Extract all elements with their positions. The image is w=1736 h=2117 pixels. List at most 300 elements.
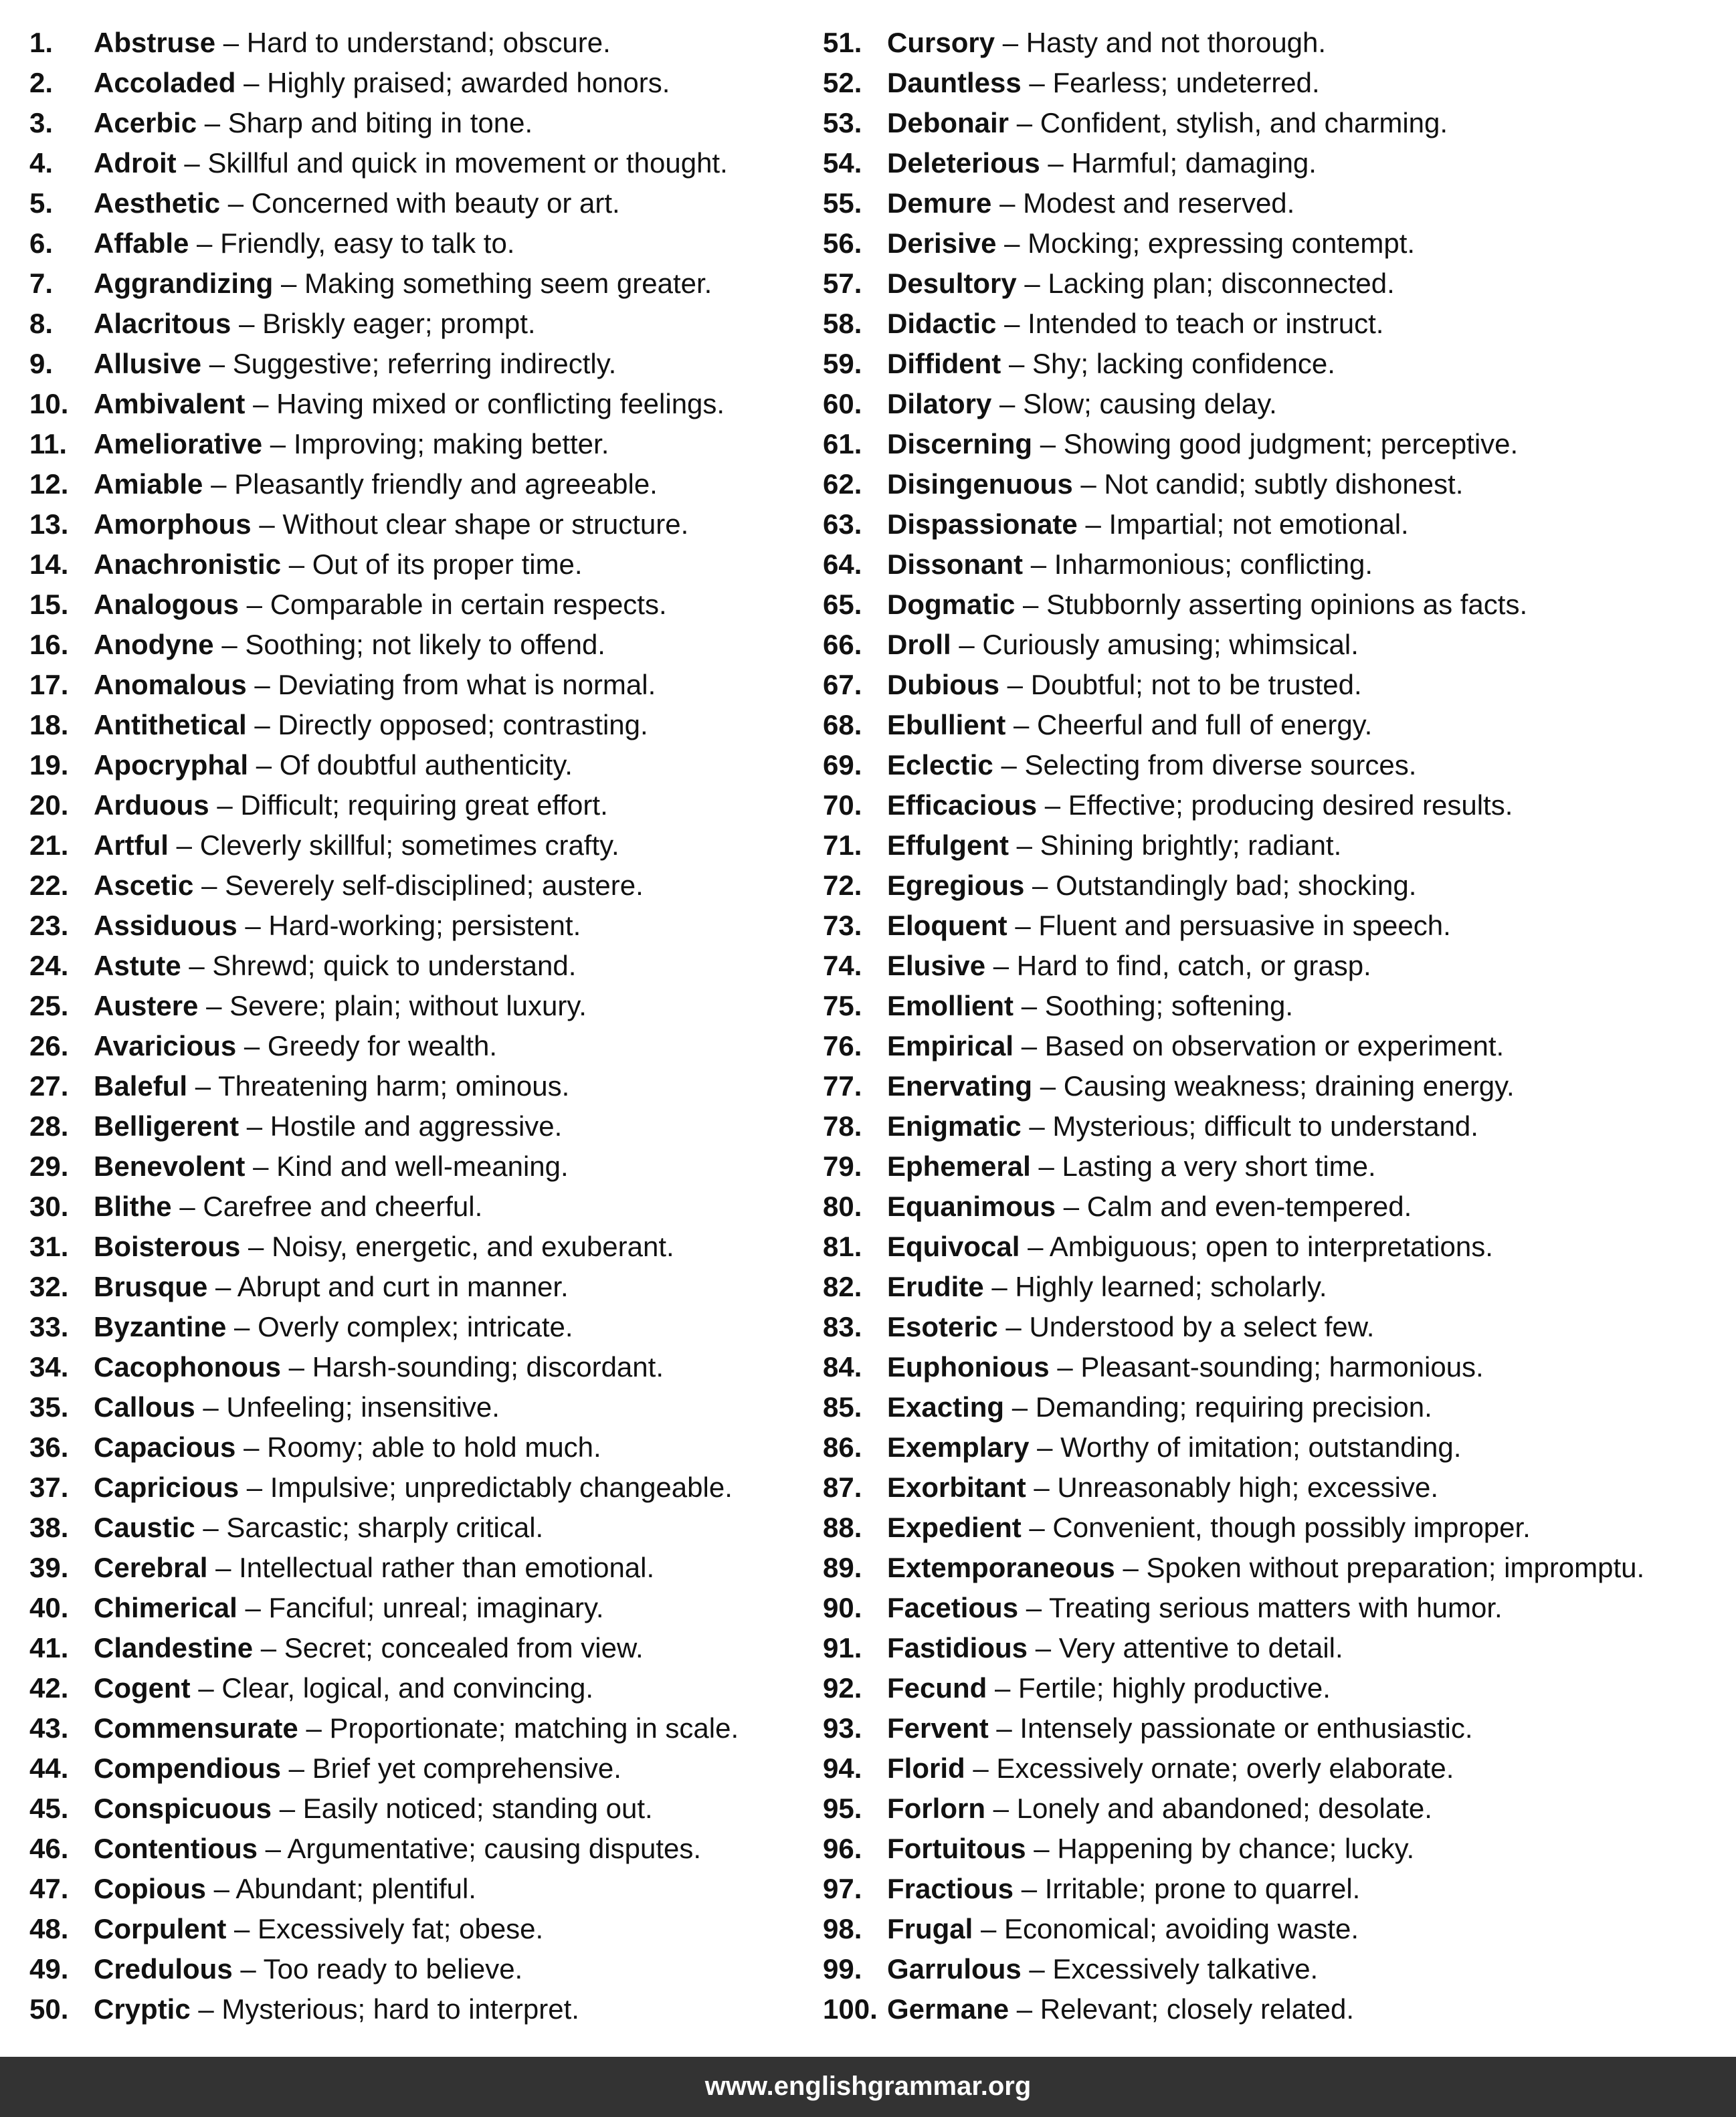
entry-separator: – (246, 589, 263, 620)
vocab-entry (29, 464, 819, 504)
entry-word: Diffident (887, 348, 1001, 379)
entry-word: Fecund (887, 1672, 987, 1704)
entry-number: 34. (29, 1351, 69, 1383)
entry-number: 14. (29, 548, 69, 580)
entry-word: Caustic (94, 1512, 195, 1543)
entry-definition: Too ready to believe. (263, 1953, 523, 1985)
entry-number: 41. (29, 1632, 69, 1664)
entry-word: Garrulous (887, 1953, 1022, 1985)
vocab-entry (823, 785, 1733, 825)
vocab-entry (29, 1628, 819, 1668)
entry-definition: Cleverly skillful; sometimes crafty. (199, 829, 619, 861)
entry-separator: – (1026, 1592, 1042, 1623)
vocab-entry (823, 63, 1733, 103)
entry-definition: Skillful and quick in movement or thought. (207, 147, 728, 179)
entry-number: 28. (29, 1110, 69, 1142)
vocab-entry (823, 665, 1733, 705)
vocab-entry (823, 1668, 1733, 1708)
vocabulary-list-right (823, 23, 1733, 2029)
entry-definition: Pleasantly friendly and agreeable. (234, 468, 658, 500)
entry-definition: Outstandingly bad; shocking. (1056, 870, 1417, 901)
entry-definition: Happening by chance; lucky. (1057, 1833, 1415, 1864)
vocab-entry (29, 1909, 819, 1949)
entry-definition: Improving; making better. (293, 428, 609, 460)
entry-number: 76. (823, 1030, 862, 1062)
entry-separator: – (233, 1913, 250, 1944)
entry-word: Desultory (887, 268, 1017, 299)
vocab-entry (823, 1508, 1733, 1548)
entry-word: Brusque (94, 1271, 208, 1302)
vocab-entry (823, 1748, 1733, 1789)
entry-definition: Intellectual rather than emotional. (239, 1552, 655, 1583)
entry-word: Dispassionate (887, 508, 1078, 540)
entry-number: 53. (823, 107, 862, 138)
entry-separator: – (221, 629, 237, 660)
entry-definition: Slow; causing delay. (1023, 388, 1277, 419)
vocab-entry (823, 1468, 1733, 1508)
vocab-entry (29, 585, 819, 625)
entry-word: Fractious (887, 1873, 1014, 1904)
entry-number: 85. (823, 1391, 862, 1423)
entry-number: 51. (823, 27, 862, 58)
entry-definition: Easily noticed; standing out. (302, 1793, 653, 1824)
entry-word: Anomalous (94, 669, 247, 700)
entry-definition: Noisy, energetic, and exuberant. (272, 1231, 674, 1262)
entry-word: Astute (94, 950, 181, 981)
vocab-entry (823, 344, 1733, 384)
entry-definition: Harsh-sounding; discordant. (312, 1351, 664, 1383)
entry-word: Facetious (887, 1592, 1019, 1623)
entry-word: Effulgent (887, 829, 1009, 861)
entry-definition: Mysterious; hard to interpret. (221, 1993, 579, 2025)
vocab-entry (823, 1909, 1733, 1949)
entry-definition: Ambiguous; open to interpretations. (1049, 1231, 1493, 1262)
entry-word: Germane (887, 1993, 1009, 2025)
entry-number: 55. (823, 187, 862, 219)
entry-number: 58. (823, 308, 862, 339)
vocab-entry (29, 1347, 819, 1387)
entry-definition: Doubtful; not to be trusted. (1030, 669, 1362, 700)
entry-number: 7. (29, 268, 54, 299)
entry-separator: – (1034, 1472, 1050, 1503)
entry-separator: – (999, 187, 1016, 219)
entry-separator: – (246, 1472, 263, 1503)
vocab-entry (29, 986, 819, 1026)
entry-word: Artful (94, 829, 169, 861)
entry-definition: Stubbornly asserting opinions as facts. (1046, 589, 1528, 620)
entry-word: Derisive (887, 227, 997, 259)
entry-word: Blithe (94, 1191, 172, 1222)
entry-definition: Abrupt and curt in manner. (237, 1271, 569, 1302)
entry-number: 92. (823, 1672, 862, 1704)
entry-word: Ebullient (887, 709, 1006, 740)
entry-definition: Suggestive; referring indirectly. (232, 348, 617, 379)
entry-separator: – (201, 870, 217, 901)
entry-separator: – (244, 1431, 260, 1463)
entry-separator: – (254, 669, 270, 700)
entry-word: Frugal (887, 1913, 973, 1944)
vocab-entry (823, 23, 1733, 63)
vocab-entry (29, 63, 819, 103)
entry-number: 11. (29, 428, 68, 460)
entry-definition: Impulsive; unpredictably changeable. (270, 1472, 733, 1503)
entry-word: Extemporaneous (887, 1552, 1115, 1583)
entry-number: 47. (29, 1873, 69, 1904)
entry-definition: Effective; producing desired results. (1068, 789, 1513, 821)
entry-number: 52. (823, 67, 862, 98)
entry-word: Exemplary (887, 1431, 1030, 1463)
entry-number: 23. (29, 910, 69, 941)
vocab-entry (823, 1146, 1733, 1187)
entry-separator: – (279, 1793, 296, 1824)
entry-word: Arduous (94, 789, 209, 821)
vocab-entry (823, 1548, 1733, 1588)
entry-separator: – (1063, 1191, 1080, 1222)
vocab-entry (29, 906, 819, 946)
entry-definition: Excessively talkative. (1052, 1953, 1319, 1985)
entry-number: 91. (823, 1632, 862, 1664)
vocab-entry (29, 223, 819, 264)
entry-separator: – (288, 1752, 305, 1784)
entry-definition: Fluent and persuasive in speech. (1038, 910, 1451, 941)
entry-separator: – (254, 709, 270, 740)
entry-number: 20. (29, 789, 69, 821)
entry-definition: Soothing; not likely to offend. (245, 629, 605, 660)
entry-separator: – (234, 1311, 250, 1342)
entry-word: Exorbitant (887, 1472, 1026, 1503)
entry-number: 84. (823, 1351, 862, 1383)
entry-definition: Proportionate; matching in scale. (329, 1712, 739, 1744)
entry-word: Expedient (887, 1512, 1022, 1543)
entry-separator: – (1001, 749, 1017, 781)
entry-number: 61. (823, 428, 862, 460)
entry-number: 8. (29, 308, 54, 339)
entry-separator: – (1029, 1110, 1045, 1142)
entry-separator: – (1023, 589, 1039, 620)
entry-definition: Severe; plain; without luxury. (229, 990, 587, 1021)
entry-separator: – (253, 1150, 269, 1182)
vocab-entry (823, 464, 1733, 504)
entry-number: 54. (823, 147, 862, 179)
vocab-entry (823, 1106, 1733, 1146)
entry-word: Enervating (887, 1070, 1033, 1102)
entry-word: Aesthetic (94, 187, 221, 219)
entry-number: 59. (823, 348, 862, 379)
entry-number: 95. (823, 1793, 862, 1824)
entry-separator: – (260, 1632, 277, 1664)
entry-number: 1. (29, 27, 54, 58)
entry-definition: Overly complex; intricate. (258, 1311, 573, 1342)
vocab-entry (823, 625, 1733, 665)
entry-number: 21. (29, 829, 69, 861)
entry-definition: Spoken without preparation; impromptu. (1146, 1552, 1645, 1583)
entry-number: 3. (29, 107, 54, 138)
vocab-entry (29, 143, 819, 183)
entry-word: Cryptic (94, 1993, 191, 2025)
entry-number: 44. (29, 1752, 69, 1784)
entry-separator: – (213, 1873, 230, 1904)
entry-number: 69. (823, 749, 862, 781)
entry-word: Baleful (94, 1070, 188, 1102)
vocab-entry (29, 825, 819, 866)
vocab-entry (29, 1267, 819, 1307)
entry-number: 9. (29, 348, 54, 379)
entry-number: 6. (29, 227, 54, 259)
entry-separator: – (197, 227, 213, 259)
entry-definition: Fearless; undeterred. (1052, 67, 1320, 98)
entry-definition: Carefree and cheerful. (203, 1191, 483, 1222)
entry-separator: – (1048, 147, 1064, 179)
vocab-entry (823, 504, 1733, 544)
entry-separator: – (253, 388, 269, 419)
entry-definition: Convenient, though possibly improper. (1052, 1512, 1531, 1543)
entry-word: Deleterious (887, 147, 1040, 179)
vocab-entry (29, 1026, 819, 1066)
entry-number: 99. (823, 1953, 862, 1985)
entry-number: 43. (29, 1712, 69, 1744)
entry-word: Cerebral (94, 1552, 208, 1583)
entry-word: Benevolent (94, 1150, 246, 1182)
entry-word: Florid (887, 1752, 965, 1784)
vocab-entry (29, 1708, 819, 1748)
vocab-entry (823, 1628, 1733, 1668)
entry-number: 24. (29, 950, 69, 981)
entry-number: 25. (29, 990, 69, 1021)
entry-word: Erudite (887, 1271, 984, 1302)
entry-number: 78. (823, 1110, 862, 1142)
entry-definition: Comparable in certain respects. (270, 589, 667, 620)
footer-url[interactable]: www.englishgrammar.org (704, 2072, 1032, 2101)
entry-number: 19. (29, 749, 69, 781)
entry-definition: Understood by a select few. (1029, 1311, 1375, 1342)
vocab-entry (29, 264, 819, 304)
entry-word: Acerbic (94, 107, 197, 138)
entry-separator: – (959, 629, 975, 660)
entry-separator: – (198, 1672, 214, 1704)
entry-separator: – (1029, 1512, 1045, 1543)
entry-word: Fortuitous (887, 1833, 1026, 1864)
entry-word: Corpulent (94, 1913, 227, 1944)
entry-word: Amiable (94, 468, 203, 500)
entry-number: 40. (29, 1592, 69, 1623)
entry-definition: Selecting from diverse sources. (1024, 749, 1417, 781)
entry-definition: Based on observation or experiment. (1044, 1030, 1505, 1062)
entry-separator: – (1035, 1632, 1052, 1664)
vocab-entry (29, 1066, 819, 1106)
vocab-entry (823, 1026, 1733, 1066)
vocab-entry (29, 1387, 819, 1427)
entry-separator: – (995, 1672, 1011, 1704)
entry-definition: Intended to teach or instruct. (1028, 308, 1384, 339)
entry-separator: – (1016, 1993, 1033, 2025)
vocab-entry (823, 424, 1733, 464)
entry-separator: – (189, 950, 205, 981)
entry-definition: Hasty and not thorough. (1026, 27, 1327, 58)
entry-word: Droll (887, 629, 951, 660)
entry-definition: Not candid; subtly dishonest. (1104, 468, 1464, 500)
entry-number: 30. (29, 1191, 69, 1222)
vocab-entry (823, 705, 1733, 745)
entry-number: 77. (823, 1070, 862, 1102)
entry-definition: Concerned with beauty or art. (251, 187, 620, 219)
entry-separator: – (215, 1271, 231, 1302)
entry-separator: – (1015, 910, 1031, 941)
entry-separator: – (1004, 227, 1020, 259)
entry-definition: Showing good judgment; perceptive. (1063, 428, 1519, 460)
entry-separator: – (1040, 1070, 1056, 1102)
entry-number: 64. (823, 548, 862, 580)
entry-word: Efficacious (887, 789, 1038, 821)
entry-separator: – (245, 910, 261, 941)
entry-number: 79. (823, 1150, 862, 1182)
entry-number: 93. (823, 1712, 862, 1744)
entry-number: 97. (823, 1873, 862, 1904)
entry-separator: – (1014, 709, 1030, 740)
entry-word: Adroit (94, 147, 177, 179)
entry-number: 96. (823, 1833, 862, 1864)
vocab-entry (29, 1748, 819, 1789)
vocab-entry (823, 1829, 1733, 1869)
entry-word: Empirical (887, 1030, 1014, 1062)
entry-definition: Confident, stylish, and charming. (1040, 107, 1448, 138)
entry-number: 31. (29, 1231, 69, 1262)
vocab-entry (29, 785, 819, 825)
entry-word: Discerning (887, 428, 1033, 460)
entry-separator: – (270, 428, 286, 460)
vocab-entry (29, 1307, 819, 1347)
vocab-entry (823, 986, 1733, 1026)
entry-word: Alacritous (94, 308, 231, 339)
entry-separator: – (280, 268, 297, 299)
entry-word: Avaricious (94, 1030, 237, 1062)
entry-separator: – (227, 187, 244, 219)
vocab-entry (29, 183, 819, 223)
entry-word: Conspicuous (94, 1793, 272, 1824)
entry-definition: Of doubtful authenticity. (279, 749, 573, 781)
entry-separator: – (1016, 829, 1032, 861)
entry-number: 46. (29, 1833, 69, 1864)
vocab-entry (823, 745, 1733, 785)
entry-separator: – (1080, 468, 1096, 500)
entry-separator: – (1002, 27, 1019, 58)
entry-separator: – (176, 829, 193, 861)
entry-word: Ambivalent (94, 388, 246, 419)
entry-number: 27. (29, 1070, 69, 1102)
entry-definition: Treating serious matters with humor. (1049, 1592, 1503, 1623)
entry-word: Belligerent (94, 1110, 239, 1142)
entry-definition: Out of its proper time. (312, 548, 583, 580)
entry-word: Elusive (887, 950, 986, 981)
entry-word: Esoteric (887, 1311, 998, 1342)
vocab-entry (823, 1387, 1733, 1427)
entry-word: Accoladed (94, 67, 236, 98)
entry-separator: – (179, 1191, 195, 1222)
entry-number: 32. (29, 1271, 69, 1302)
entry-number: 22. (29, 870, 69, 901)
entry-separator: – (1024, 268, 1040, 299)
entry-number: 39. (29, 1552, 69, 1583)
vocab-entry (823, 585, 1733, 625)
entry-word: Ephemeral (887, 1150, 1031, 1182)
entry-definition: Hard to understand; obscure. (246, 27, 611, 58)
entry-number: 56. (823, 227, 862, 259)
entry-separator: – (223, 27, 239, 58)
entry-separator: – (209, 348, 225, 379)
entry-separator: – (1028, 1231, 1044, 1262)
entry-number: 4. (29, 147, 54, 179)
entry-definition: Excessively fat; obese. (258, 1913, 544, 1944)
entry-number: 72. (823, 870, 862, 901)
entry-definition: Making something seem greater. (304, 268, 712, 299)
entry-definition: Clear, logical, and convincing. (221, 1672, 594, 1704)
entry-definition: Shrewd; quick to understand. (212, 950, 577, 981)
entry-definition: Sharp and biting in tone. (227, 107, 533, 138)
vocab-entry (823, 906, 1733, 946)
vocab-entry (29, 1829, 819, 1869)
entry-separator: – (1021, 1873, 1038, 1904)
vocab-entry (29, 866, 819, 906)
entry-number: 65. (823, 589, 862, 620)
entry-separator: – (1032, 870, 1048, 901)
entry-number: 49. (29, 1953, 69, 1985)
vocab-entry (29, 946, 819, 986)
entry-definition: Lonely and abandoned; desolate. (1016, 1793, 1432, 1824)
entry-word: Copious (94, 1873, 206, 1904)
entry-number: 29. (29, 1150, 69, 1182)
entry-definition: Directly opposed; contrasting. (278, 709, 648, 740)
entry-separator: – (1008, 348, 1025, 379)
vocab-entry (823, 946, 1733, 986)
entry-definition: Inharmonious; conflicting. (1054, 548, 1373, 580)
vocab-entry (29, 504, 819, 544)
entry-separator: – (288, 1351, 305, 1383)
entry-word: Boisterous (94, 1231, 241, 1262)
entry-word: Euphonious (887, 1351, 1050, 1383)
entry-number: 5. (29, 187, 54, 219)
entry-word: Emollient (887, 990, 1014, 1021)
vocab-entry (29, 344, 819, 384)
entry-separator: – (246, 1110, 263, 1142)
entry-word: Aggrandizing (94, 268, 274, 299)
entry-word: Ameliorative (94, 428, 263, 460)
entry-separator: – (1029, 1953, 1045, 1985)
entry-separator: – (244, 67, 260, 98)
entry-word: Disingenuous (887, 468, 1073, 500)
entry-definition: Highly learned; scholarly. (1015, 1271, 1327, 1302)
entry-definition: Shy; lacking confidence. (1032, 348, 1335, 379)
entry-separator: – (1016, 107, 1033, 138)
entry-word: Antithetical (94, 709, 247, 740)
entry-number: 10. (29, 388, 69, 419)
entry-definition: Fertile; highly productive. (1018, 1672, 1331, 1704)
entry-separator: – (184, 147, 200, 179)
entry-definition: Abundant; plentiful. (235, 1873, 476, 1904)
entry-number: 62. (823, 468, 862, 500)
entry-separator: – (239, 308, 255, 339)
entry-definition: Impartial; not emotional. (1108, 508, 1409, 540)
entry-separator: – (245, 1592, 261, 1623)
entry-definition: Unfeeling; insensitive. (226, 1391, 500, 1423)
vocab-entry (823, 1267, 1733, 1307)
vocabulary-list-left (29, 23, 819, 2029)
entry-separator: – (1057, 1351, 1073, 1383)
entry-word: Dubious (887, 669, 999, 700)
entry-definition: Modest and reserved. (1023, 187, 1295, 219)
vocab-entry (823, 1427, 1733, 1468)
entry-separator: – (1029, 67, 1045, 98)
vocab-entry (29, 1869, 819, 1909)
vocab-entry (29, 424, 819, 464)
